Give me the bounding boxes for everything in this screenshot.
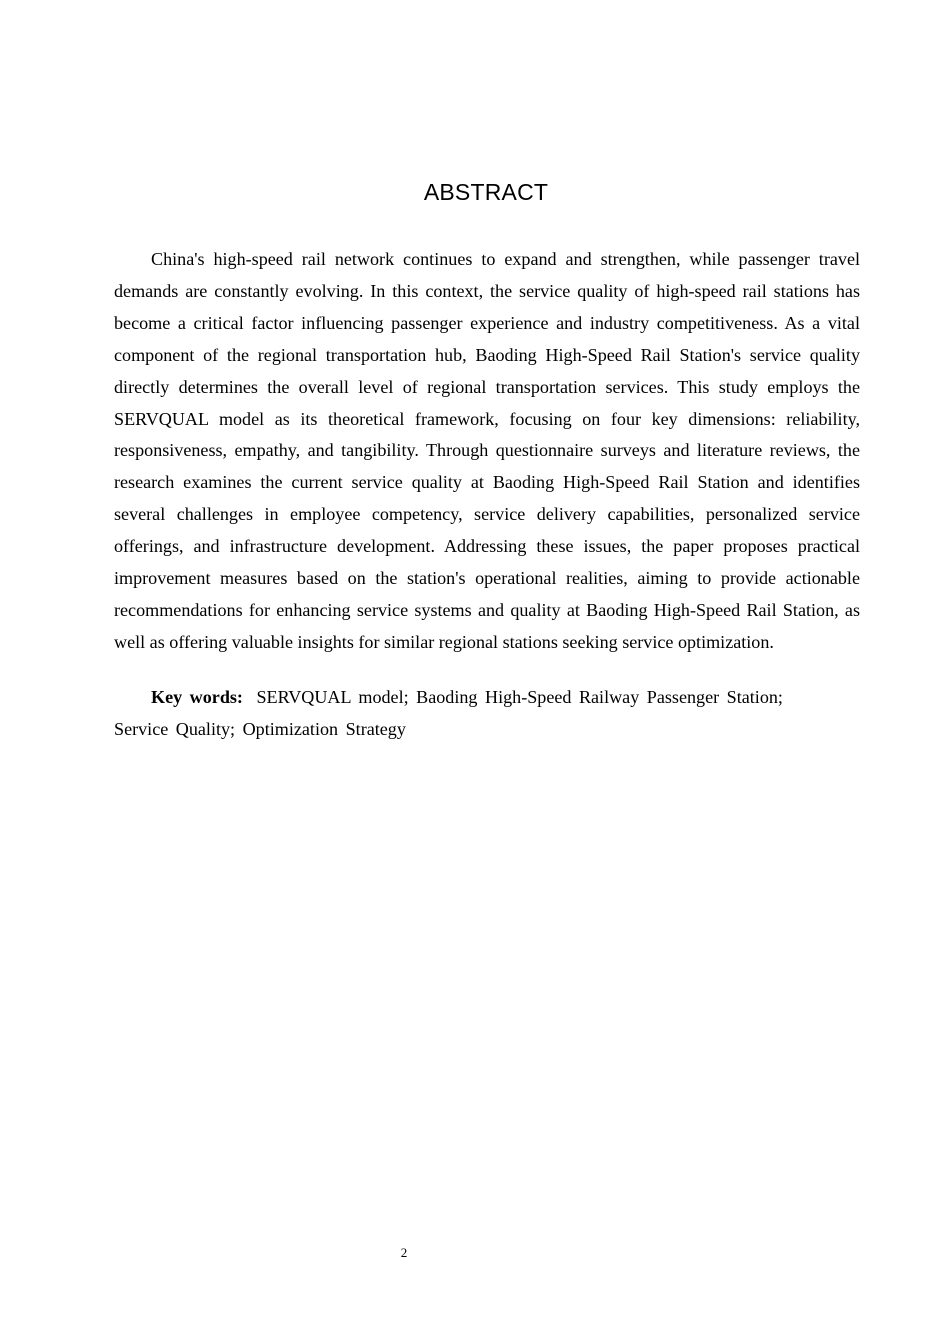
keywords-section (114, 682, 860, 745)
page-number: 2 (400, 1245, 408, 1260)
abstract-title: ABSTRACT (423, 179, 549, 205)
keywords-label: Key words: (151, 687, 243, 707)
keywords-line-2: Service Quality; Optimization Strategy (114, 718, 406, 739)
abstract-paragraph: China's high-speed rail network continues to expand and strengthen, while passenger travel demands are constantly evolving. In this context, the service quality of high-speed rail stations has become a critical factor influencing passenger experience and industry competitiveness. As a vital component of the regional transportation hub, Baoding High-Speed Rail Station's service quality directly determines the overall level of regional transportation services. This study employs the SERVQUAL model as its theoretical framework, focusing on four key dimensions: reliability, responsiveness, empathy, and tangibility. Through questionnaire surveys and literature reviews, the research examines the current service quality at Baoding High-Speed Rail Station and identifies several challenges in employee competency, service delivery capabilities, personalized service offerings, and infrastructure development. Addressing these issues, the paper proposes practical improvement measures based on the station's operational realities, aiming to provide actionable recommendations for enhancing service systems and quality at Baoding High-Speed Rail Station, as well as offering valuable insights for similar regional stations seeking service optimization. (114, 249, 860, 652)
keywords-line-1: SERVQUAL model; Baoding High-Speed Railway Passenger Station; (256, 687, 783, 707)
